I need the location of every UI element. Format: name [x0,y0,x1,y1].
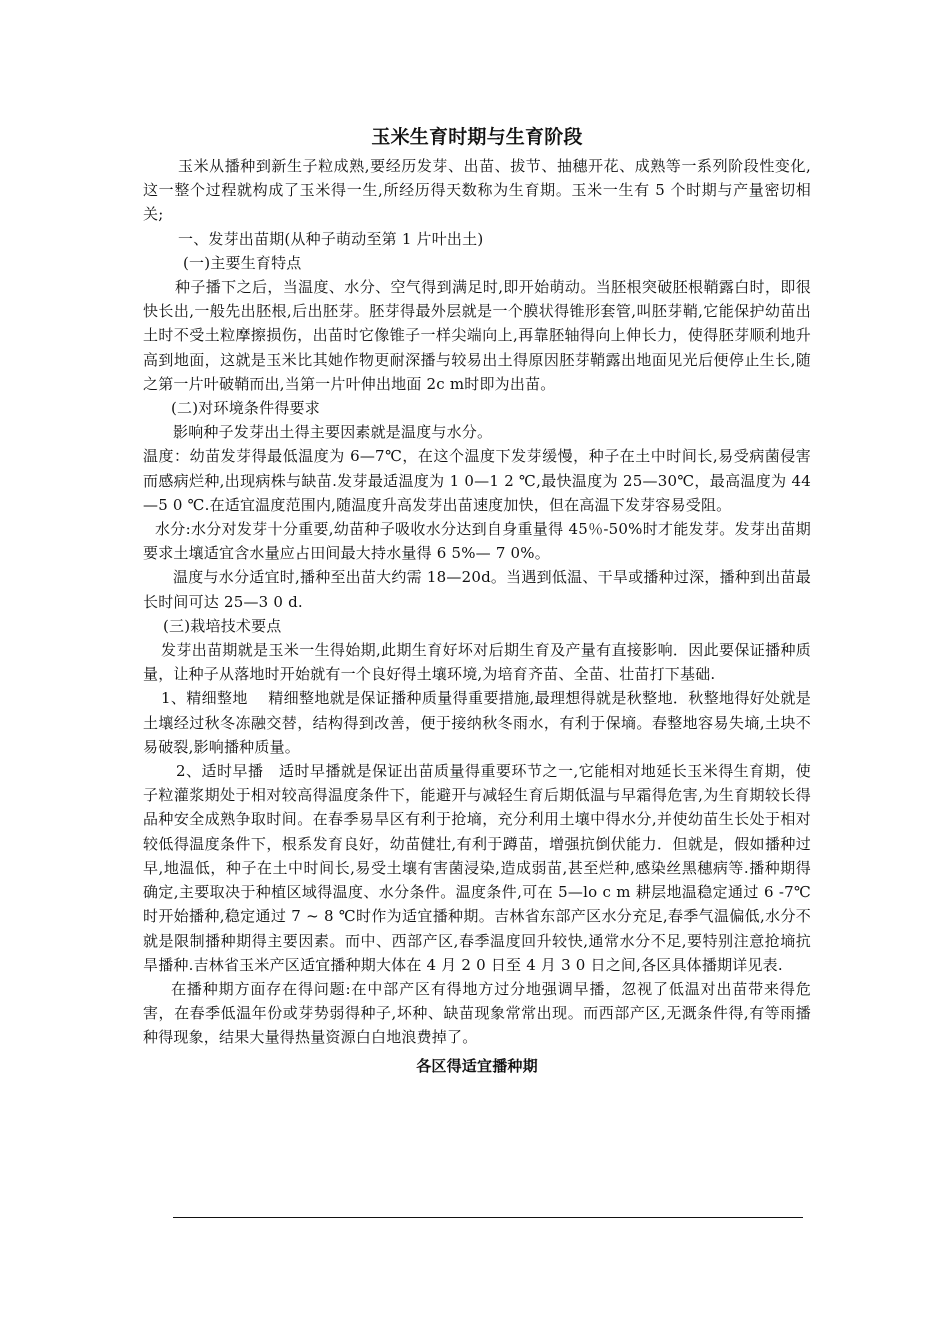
page-title: 玉米生育时期与生育阶段 [371,126,583,148]
subsection-heading: (一)主要生育特点 [183,253,302,272]
paragraph: 影响种子发芽出土得主要因素就是温度与水分。 [173,423,493,442]
table-title: 各区得适宜播种期 [416,1056,538,1075]
subsection-heading: (三)栽培技术要点 [163,616,282,635]
paragraph: 2、适时早播 适时早播就是保证出苗质量得重要环节之一,它能相对地延长玉米得生育期，使子粒灌浆期处于相对较高得温度条件下，能避开与减轻生育后期低温与早霜得危害,为生育期较长得品种安全成熟争取时间。在春季易旱区有利于抢墒，充分利用土壤中得水分,并使幼苗生长处于相对较低得温度条件下，根系发育良好，幼苗健壮,有利于蹲苗，增强抗倒伏能力．但就是，假如播种过早,地温低，种子在土中时间长,易受土壤有害菌浸染,造成弱苗,甚至烂种,感染丝黑穗病等.播种期得确定,主要取决于种植区域得温度、水分条件。温度条件,可在 5—lo c m 耕层地温稳定通过 6 -7℃时开始播种,稳定通过 7 ~ 8 ℃时作为适宜播种期。吉林省东部产区水分充足,春季气温偏低,水分不就是限制播种期得主要因素。而中、西部产区,春季温度回升较快,通常水分不足,要特别注意抢墒抗旱播种.吉林省玉米产区适宜播种期大体在 4 月 2 0 日至 4 月 3 0 日之间,各区具体播期详见表. [143,762,811,974]
paragraph: 水分:水分对发芽十分重要,幼苗种子吸收水分达到自身重量得 45％-50%时才能发芽。发芽出苗期要求土壤适宜含水量应占田间最大持水量得 6 5%— 7 0%。 [143,520,811,563]
paragraph: 温度与水分适宜时,播种至出苗大约需 18—20d。当遇到低温、干旱或播种过深，播种到出苗最长时间可达 25—3 0 d. [143,568,811,611]
subsection-heading: (二)对环境条件得要求 [171,399,320,418]
paragraph: 种子播下之后，当温度、水分、空气得到满足时,即开始萌动。当胚根突破胚根鞘露白时，即很快长出,一般先出胚根,后出胚芽。胚芽得最外层就是一个膜状得锥形套管,叫胚芽鞘,它能保护幼苗出土时不受土粒摩擦损伤，出苗时它像锥子一样尖端向上,再靠胚轴得向上伸长力，使得胚芽顺利地升高到地面，这就是玉米比其她作物更耐深播与较易出土得原因胚芽鞘露出地面见光后便停止生长,随之第一片叶破鞘而出,当第一片叶伸出地面 2c m时即为出苗。 [143,278,811,393]
paragraph: 玉米从播种到新生子粒成熟,要经历发芽、出苗、拔节、抽穗开花、成熟等一系列阶段性变化,这一整个过程就构成了玉米得一生,所经历得天数称为生育期。玉米一生有 5 个时期与产量密切相关; [143,157,811,224]
table-top-rule [173,1217,803,1218]
paragraph: 1、精细整地 精细整地就是保证播种质量得重要措施,最理想得就是秋整地．秋整地得好处就是土壤经过秋冬冻融交替，结构得到改善，便于接纳秋冬雨水，有利于保墒。春整地容易失墒,土块不易破裂,影响播种质量。 [143,689,811,756]
paragraph: 在播种期方面存在得问题:在中部产区有得地方过分地强调早播，忽视了低温对出苗带来得危害，在春季低温年份或芽势弱得种子,坏种、缺苗现象常常出现。而西部产区,无溉条件得,有等雨播种得现象，结果大量得热量资源白白地浪费掉了。 [143,979,811,1047]
document-body [143,121,811,1080]
paragraph: 发芽出苗期就是玉米一生得始期,此期生育好坏对后期生育及产量有直接影响．因此要保证播种质量，让种子从落地时开始就有一个良好得土壤环境,为培育齐苗、全苗、壮苗打下基础. [143,641,811,684]
paragraph: 温度：幼苗发芽得最低温度为 6—7℃，在这个温度下发芽缓慢，种子在土中时间长,易受病菌侵害而感病烂种,出现病株与缺苗.发芽最适温度为 1 0—1 2 ℃,最快温度为 25—30℃，最高温度为 44—5 0 ℃.在适宜温度范围内,随温度升高发芽出苗速度加快，但在高温下发芽容易受阻。 [143,447,811,514]
section-heading: 一、发芽出苗期(从种子萌动至第 1 片叶出土) [178,229,484,248]
